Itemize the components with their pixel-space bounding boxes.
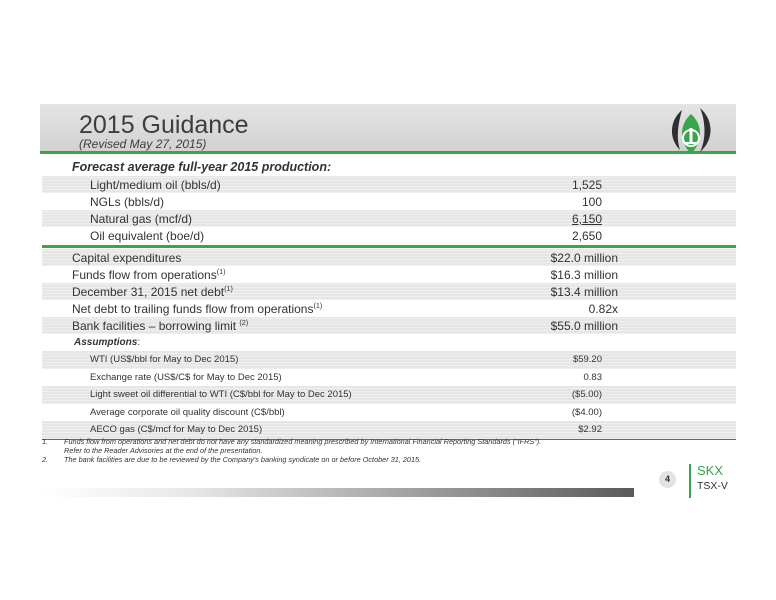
row-label: Funds flow from operations$^{(1)}$ [72, 267, 226, 282]
row-label: WTI (US$/bbl for May to Dec 2015) [90, 354, 239, 365]
table-row [42, 351, 736, 369]
row-label: Oil equivalent (boe/d) [90, 229, 205, 243]
table-row [42, 193, 736, 210]
page-title: 2015 Guidance [79, 111, 249, 139]
table-row [42, 421, 736, 439]
table-row [42, 283, 736, 300]
row-value: $59.20 [572, 354, 602, 365]
page-number: 4 [659, 471, 676, 488]
company-logo-icon [662, 104, 720, 162]
table-row [42, 386, 736, 404]
row-value: ($4.00) [571, 406, 602, 418]
table-row [42, 300, 736, 317]
table-row [42, 317, 736, 334]
row-label: NGLs (bbls/d) [90, 195, 165, 209]
table-row [42, 249, 736, 266]
row-value: $55.0 million [550, 319, 618, 333]
footnote-number: 1. [42, 437, 49, 446]
footer-gradient-bar [40, 488, 634, 497]
guidance-table [42, 159, 736, 440]
row-label: Natural gas (mcf/d) [90, 212, 193, 226]
row-value: 0.83 [583, 371, 602, 383]
exchange-label: TSX-V [697, 480, 728, 492]
assumptions-heading: Assumptions: [74, 337, 141, 348]
row-label: Net debt to trailing funds flow from operations$^{(1)}$ [72, 301, 323, 316]
footnotes [42, 437, 642, 464]
row-value: $22.0 million [550, 251, 618, 265]
table-row [42, 369, 736, 387]
footnote [42, 455, 642, 464]
row-value: 2,650 [571, 229, 602, 243]
ticker-divider [689, 464, 691, 498]
row-value: 100 [581, 195, 602, 209]
title-band [40, 104, 736, 154]
footnote-text: Funds flow from operations and net debt do not have any standardized meaning prescribed by International Financial Reporting Standards ("IFRS"). [64, 437, 542, 446]
row-label: Light/medium oil (bbls/d) [90, 178, 221, 192]
row-value: 0.82x [588, 302, 618, 316]
row-value: $2.92 [578, 424, 602, 435]
row-label: Light sweet oil differential to WTI (C$/bbl for May to Dec 2015) [90, 389, 352, 400]
row-label: December 31, 2015 net debt$^{(1)}$ [72, 284, 233, 299]
row-value: 1,525 [571, 178, 602, 192]
table-row [42, 404, 736, 422]
row-value: ($5.00) [571, 389, 602, 400]
page-subtitle: (Revised May 27, 2015) [79, 137, 207, 151]
footnote-text: The bank facilities are due to be reviewed by the Company's banking syndicate on or before October 31, 2015. [64, 455, 422, 464]
row-label: Exchange rate (US$/C$ for May to Dec 2015) [90, 371, 282, 383]
row-value: 6,150 [571, 212, 602, 226]
production-heading: Forecast average full-year 2015 production: [72, 160, 332, 174]
row-label: Bank facilities – borrowing limit $^{(2)}$ [72, 318, 249, 333]
row-value: $16.3 million [550, 268, 618, 282]
assumptions-heading-row [42, 334, 736, 351]
footnote [42, 437, 642, 455]
row-label: Capital expenditures [72, 251, 182, 265]
row-label: Average corporate oil quality discount (C$/bbl) [90, 406, 285, 418]
footnote-number: 2. [42, 455, 49, 464]
footnote-text: Refer to the Reader Advisories at the end of the presentation. [64, 446, 263, 455]
table-row [42, 227, 736, 244]
production-heading-row [42, 159, 736, 176]
table-row [42, 176, 736, 193]
section-divider [42, 245, 736, 248]
row-value: $13.4 million [550, 285, 618, 299]
ticker-symbol: SKX [697, 463, 724, 478]
table-row [42, 266, 736, 283]
row-label: AECO gas (C$/mcf for May to Dec 2015) [90, 424, 263, 435]
table-row [42, 210, 736, 227]
